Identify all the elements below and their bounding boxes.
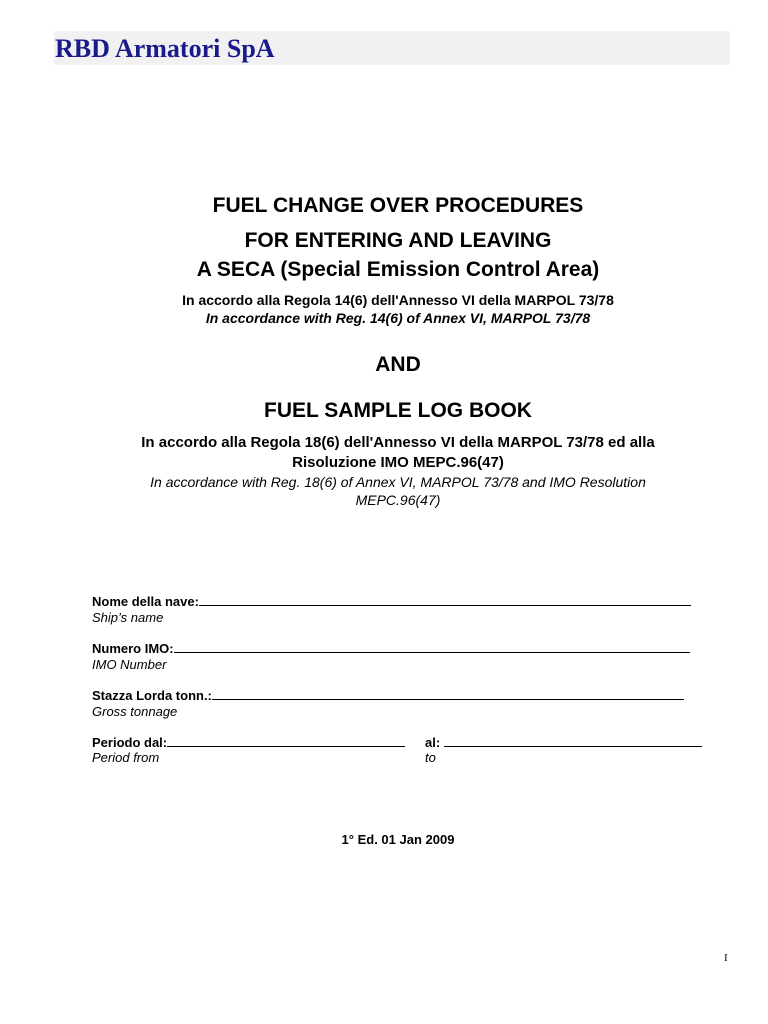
regulation-english: In accordance with Reg. 14(6) of Annex VI, MARPOL 73/78: [205, 310, 591, 326]
company-name: RBD Armatori SpA: [55, 34, 275, 63]
gross-tonnage-sub: Gross tonnage: [92, 704, 178, 719]
ship-name-sub: Ship’s name: [92, 610, 164, 625]
regulation2-english-line-1: In accordance with Reg. 18(6) of Annex VI, MARPOL 73/78 and IMO Resolution: [150, 474, 646, 490]
ship-name-fill-line[interactable]: [199, 594, 691, 606]
period-from-fill-line[interactable]: [167, 735, 405, 747]
period-to-fill-line[interactable]: [444, 735, 702, 747]
ship-name-row: [92, 594, 691, 610]
gross-tonnage-fill-line[interactable]: [212, 688, 684, 700]
period-to-label: al:: [425, 735, 441, 750]
imo-fill-line[interactable]: [174, 641, 690, 653]
title-line-1: FUEL CHANGE OVER PROCEDURES: [212, 194, 584, 217]
and-heading: AND: [375, 353, 421, 376]
period-from-label: Periodo dal:: [92, 735, 168, 750]
gross-tonnage-label: Stazza Lorda tonn.:: [92, 688, 212, 703]
regulation2-italian-line-1: In accordo alla Regola 18(6) dell'Annesso VI della MARPOL 73/78 ed alla: [141, 434, 655, 451]
regulation-italian: In accordo alla Regola 14(6) dell'Annesso VI della MARPOL 73/78: [182, 292, 614, 308]
title-line-3: A SECA (Special Emission Control Area): [196, 258, 600, 281]
edition-date: 1° Ed. 01 Jan 2009: [341, 832, 455, 847]
period-from-sub: Period from: [92, 750, 160, 765]
ship-name-label: Nome della nave:: [92, 594, 199, 609]
title-line-2: FOR ENTERING AND LEAVING: [244, 229, 552, 252]
imo-label: Numero IMO:: [92, 641, 174, 656]
period-to-sub: to: [425, 750, 436, 765]
regulation2-italian-line-2: Risoluzione IMO MEPC.96(47): [292, 454, 504, 471]
period-to-row: [425, 735, 702, 751]
gross-tonnage-row: [92, 688, 684, 704]
regulation2-english-line-2: MEPC.96(47): [355, 492, 441, 508]
page-number: I: [724, 952, 728, 964]
imo-sub: IMO Number: [92, 657, 167, 672]
period-from-row: [92, 735, 405, 751]
imo-row: [92, 641, 690, 657]
title-log-book: FUEL SAMPLE LOG BOOK: [264, 399, 532, 422]
